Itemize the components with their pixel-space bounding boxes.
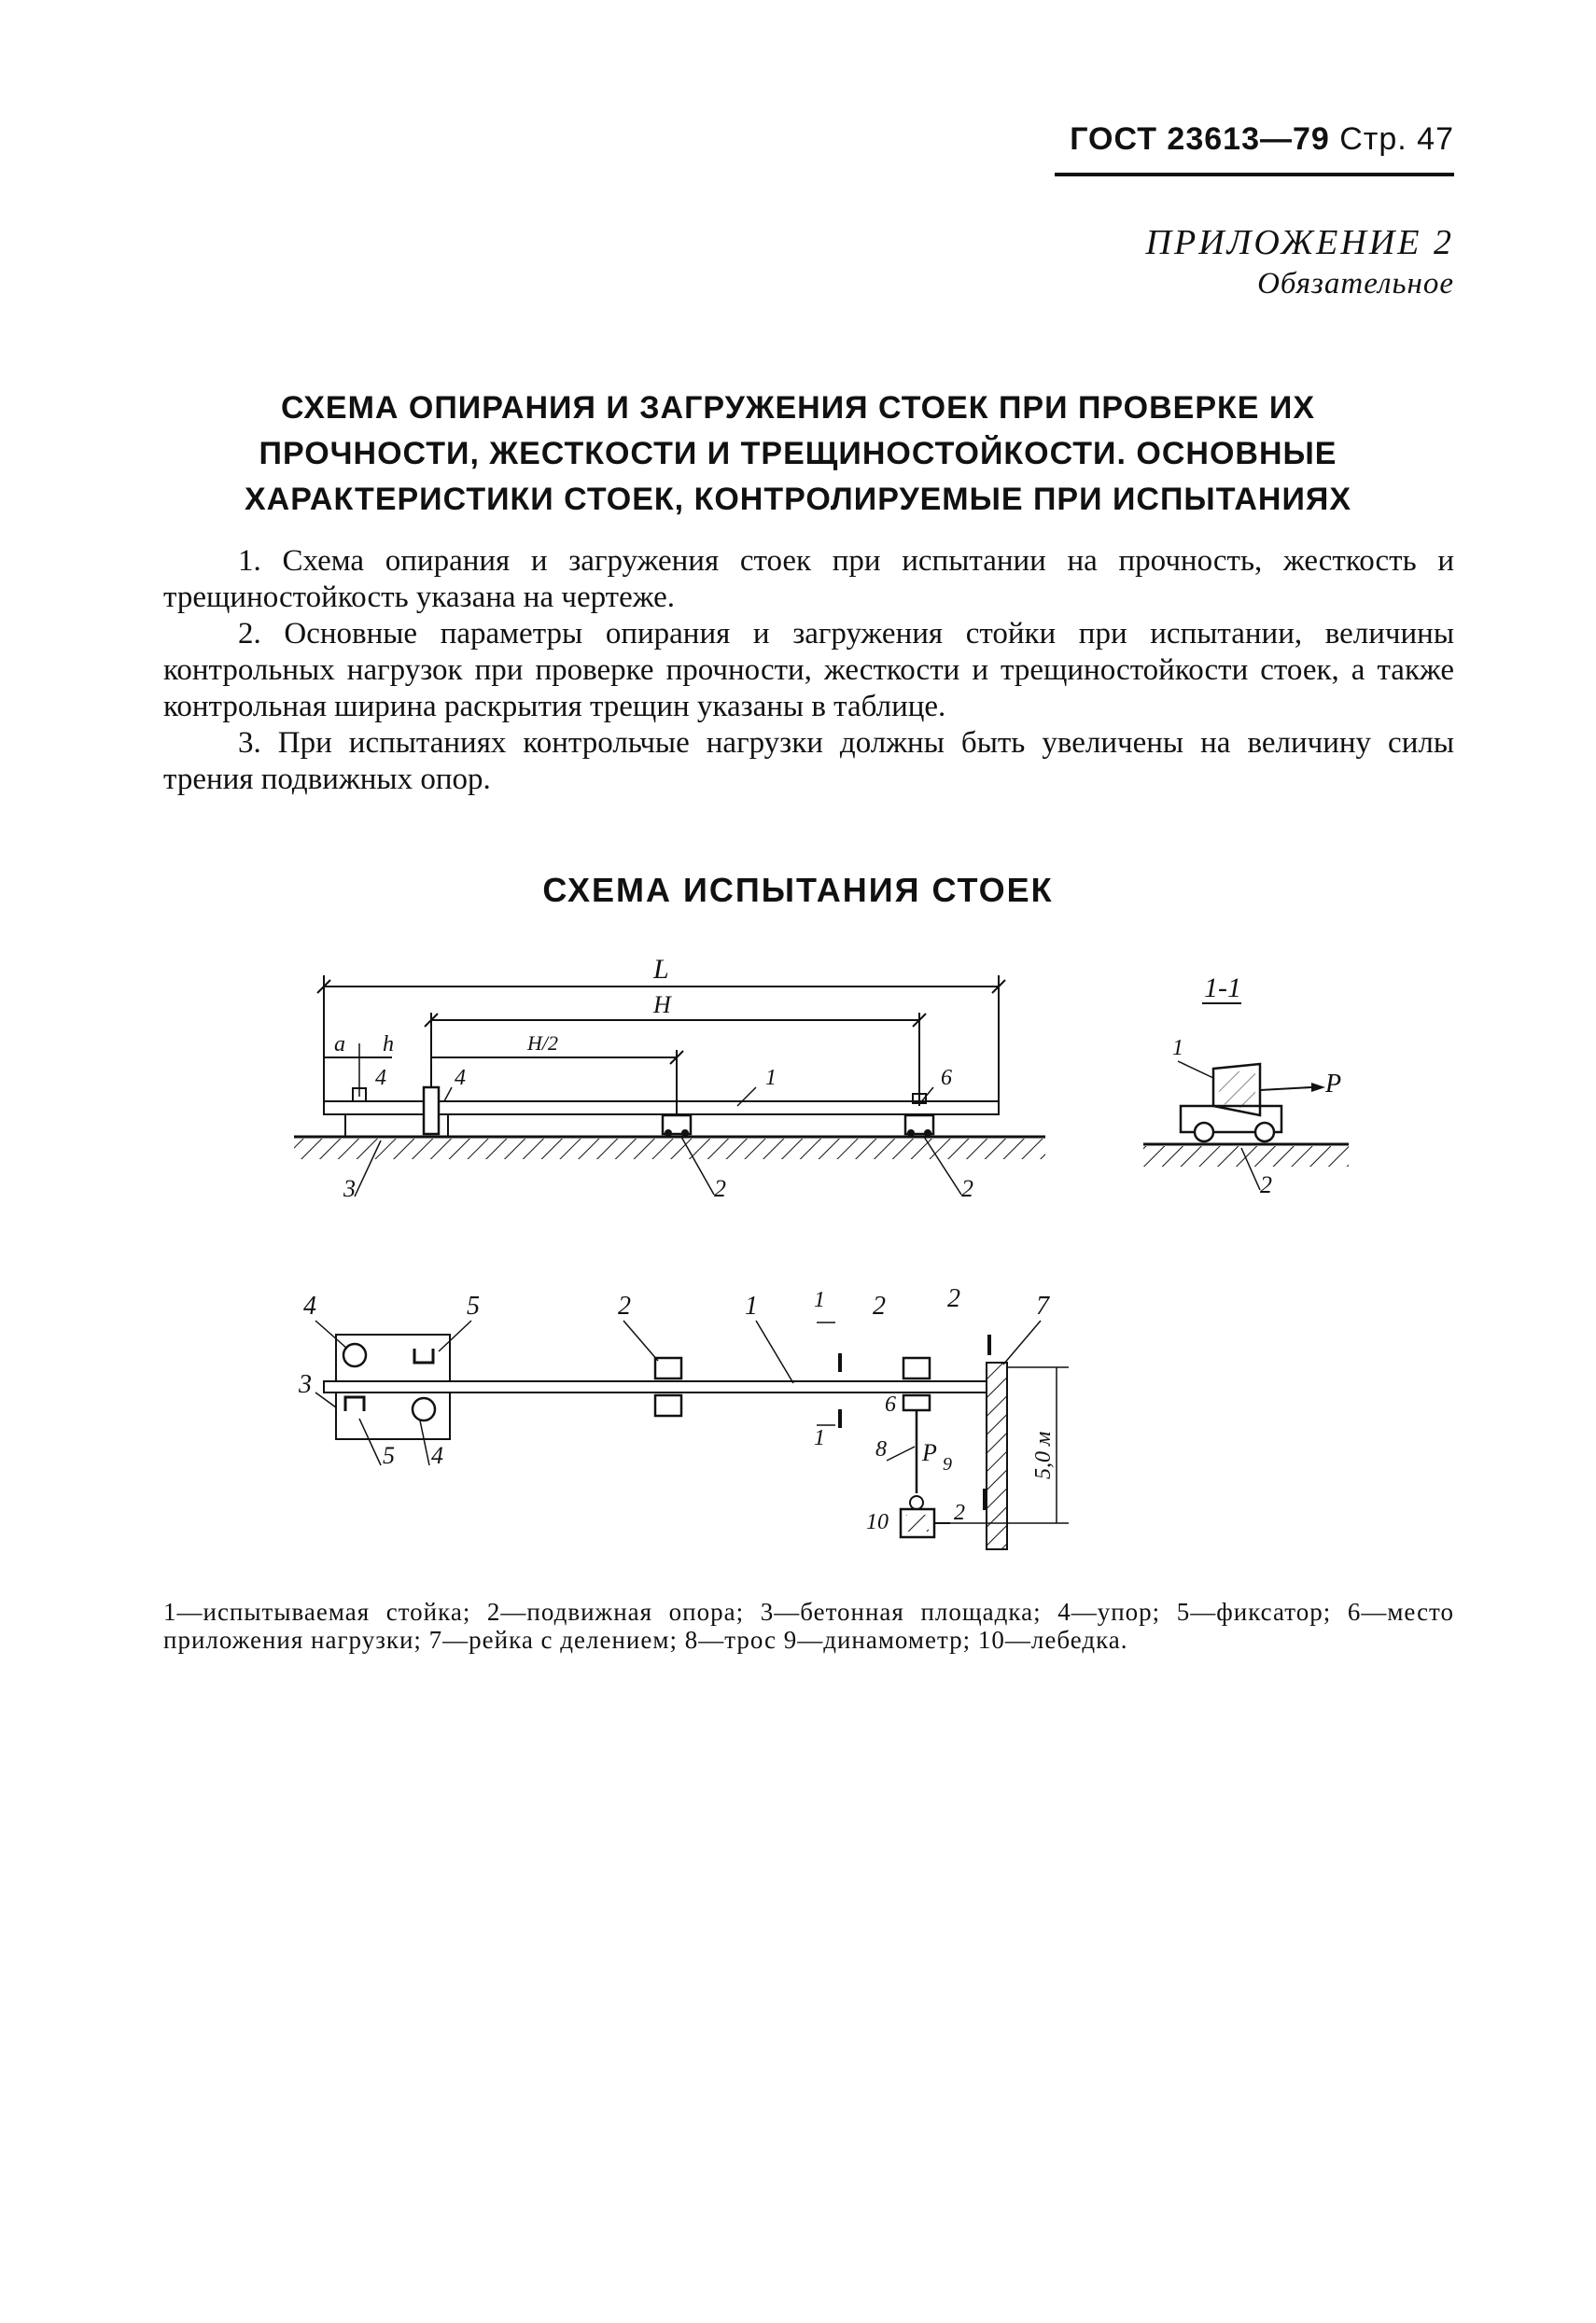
legend-caption: 1—испытываемая стойка; 2—подвижная опора; 3—бетонная площадка; 4—упор; 5—фиксатор; 6—место приложения нагрузки; 7—рейка с делением; 8—трос 9—динамометр; 10—лебедка. <box>163 1598 1454 1654</box>
label-section-1-bottom: 1 <box>814 1426 825 1450</box>
label-1-plan: 1 <box>745 1292 758 1321</box>
title-line: ХАРАКТЕРИСТИКИ СТОЕК, КОНТРОЛИРУЕМЫЕ ПРИ ИСПЫТАНИЯХ <box>244 482 1351 517</box>
section-view <box>1143 973 1349 1198</box>
label-2a: 2 <box>714 1175 726 1202</box>
label-6-plan: 6 <box>885 1392 896 1417</box>
label-2-section: 2 <box>1260 1171 1272 1198</box>
plan-view <box>298 1284 1069 1549</box>
paragraph-3: 3. При испытаниях контрольчые нагрузки должны быть увеличены на величину силы трения подвижных опор. <box>163 726 1454 796</box>
label-2-plan-b: 2 <box>873 1292 886 1321</box>
label-5-plan-b: 5 <box>383 1442 395 1469</box>
appendix-status: Обязательное <box>1257 267 1454 301</box>
paragraph-2: 2. Основные параметры опирания и загружения стойки при испытании, величины контрольных нагрузок при проверке прочности, жесткости и трещиностойкости стоек, а также контрольная ширина раскрытия трещин указаны в таблице. <box>163 617 1454 723</box>
label-10: 10 <box>866 1510 889 1534</box>
appendix-title: ПРИЛОЖЕНИЕ 2 <box>1145 223 1454 262</box>
label-L: L <box>653 954 669 985</box>
title-line: СХЕМА ОПИРАНИЯ И ЗАГРУЖЕНИЯ СТОЕК ПРИ ПРОВЕРКЕ ИХ <box>280 390 1315 426</box>
side-view <box>294 954 1045 1202</box>
label-h: h <box>383 1032 394 1057</box>
paragraph-1: 1. Схема опирания и загружения стоек при испытании на прочность, жесткость и трещиностойкость указана на чертеже. <box>163 544 1454 614</box>
label-5-plan: 5 <box>467 1292 480 1321</box>
label-4-plan: 4 <box>303 1292 316 1321</box>
label-P: P <box>1325 1070 1342 1099</box>
title-line: ПРОЧНОСТИ, ЖЕСТКОСТИ И ТРЕЩИНОСТОЙКОСТИ. ОСНОВНЫЕ <box>259 436 1337 471</box>
label-2-winch: 2 <box>954 1501 965 1525</box>
label-2-plan-c: 2 <box>947 1284 960 1313</box>
label-H: H <box>653 991 671 1018</box>
label-H2: H/2 <box>527 1031 558 1055</box>
label-3: 3 <box>343 1175 356 1202</box>
label-8: 8 <box>875 1437 887 1462</box>
label-9: 9 <box>943 1454 952 1475</box>
standard-number: ГОСТ 23613—79 <box>1070 121 1330 157</box>
label-4a: 4 <box>375 1066 386 1090</box>
label-3-plan: 3 <box>299 1370 312 1399</box>
scheme-title: СХЕМА ИСПЫТАНИЯ СТОЕК <box>542 871 1054 909</box>
label-2b: 2 <box>961 1175 973 1202</box>
label-6: 6 <box>941 1066 952 1090</box>
section-label: 1-1 <box>1204 973 1241 1003</box>
page-number: Стр. 47 <box>1339 121 1454 157</box>
label-4-plan-b: 4 <box>431 1442 443 1469</box>
label-section-1-top: 1 <box>814 1288 825 1312</box>
label-4b: 4 <box>455 1066 466 1090</box>
label-1: 1 <box>765 1066 777 1090</box>
label-a: a <box>334 1032 345 1057</box>
label-1-section: 1 <box>1172 1036 1183 1060</box>
label-5m: 5,0 м <box>1031 1431 1056 1479</box>
label-Pg: P <box>922 1439 937 1466</box>
label-2-plan: 2 <box>618 1292 631 1321</box>
label-7: 7 <box>1036 1292 1049 1321</box>
